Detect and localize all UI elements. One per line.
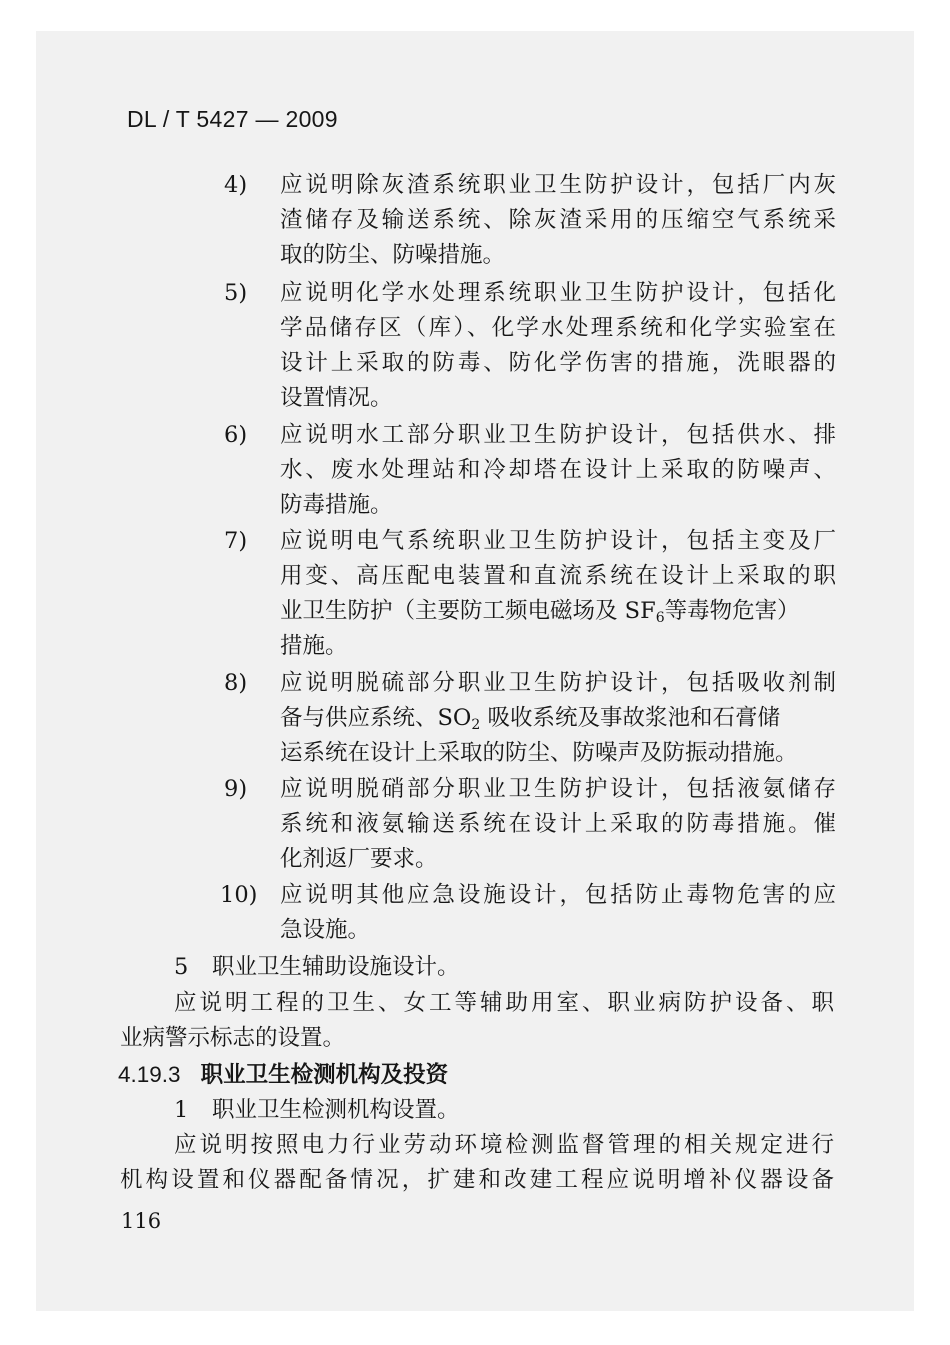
item-line-part: 等毒物危害） bbox=[664, 598, 800, 624]
section-number: 4.19.3 bbox=[118, 1062, 181, 1087]
item-line: 运系统在设计上采取的防尘、防噪声及防振动措施。 bbox=[280, 740, 798, 766]
item-line: 学品储存区（库）、化学水处理系统和化学实验室在 bbox=[280, 315, 836, 341]
section-heading bbox=[118, 1060, 448, 1090]
subscript: 6 bbox=[655, 610, 665, 626]
paragraph-line: 应说明按照电力行业劳动环境检测监督管理的相关规定进行 bbox=[174, 1132, 834, 1158]
item-number: 6) bbox=[224, 422, 248, 448]
item-line: 措施。 bbox=[280, 633, 348, 659]
item-number: 5) bbox=[224, 280, 248, 306]
paragraph-line: 业病警示标志的设置。 bbox=[120, 1025, 346, 1051]
subclause-number: 5 bbox=[174, 954, 189, 980]
item-number: 9) bbox=[224, 776, 248, 802]
item-line-part: 吸收系统及事故浆池和石膏储 bbox=[480, 705, 780, 731]
item-line: 应说明脱硫部分职业卫生防护设计，包括吸收剂制 bbox=[280, 670, 836, 696]
item-line: 应说明化学水处理系统职业卫生防护设计，包括化 bbox=[280, 280, 836, 306]
item-line-part: 备与供应系统、SO bbox=[280, 705, 472, 731]
item-line: 应说明水工部分职业卫生防护设计，包括供水、排 bbox=[280, 422, 836, 448]
subclause-title: 职业卫生检测机构设置。 bbox=[212, 1097, 460, 1123]
item-line: 设置情况。 bbox=[280, 385, 393, 411]
item-line: 应说明电气系统职业卫生防护设计，包括主变及厂 bbox=[280, 528, 836, 554]
paragraph-line: 机构设置和仪器配备情况，扩建和改建工程应说明增补仪器设备 bbox=[120, 1167, 834, 1193]
page-number: 116 bbox=[121, 1209, 162, 1233]
subscript: 2 bbox=[471, 717, 481, 733]
item-line: 设计上采取的防毒、防化学伤害的措施，洗眼器的 bbox=[280, 350, 836, 376]
subclause-number: 1 bbox=[174, 1097, 189, 1123]
item-line: 急设施。 bbox=[280, 917, 371, 943]
item-line-with-subscript bbox=[280, 703, 836, 733]
item-line: 取的防尘、防噪措施。 bbox=[280, 242, 506, 268]
item-line: 防毒措施。 bbox=[280, 492, 393, 518]
item-line-part: 业卫生防护（主要防工频电磁场及 SF bbox=[280, 598, 656, 624]
section-title: 职业卫生检测机构及投资 bbox=[200, 1062, 449, 1087]
item-number: 4) bbox=[224, 172, 248, 198]
item-line-with-subscript bbox=[280, 596, 836, 626]
item-line: 用变、高压配电装置和直流系统在设计上采取的职 bbox=[280, 563, 836, 589]
item-line: 应说明其他应急设施设计，包括防止毒物危害的应 bbox=[280, 882, 836, 908]
item-line: 化剂返厂要求。 bbox=[280, 846, 438, 872]
item-line: 系统和液氨输送系统在设计上采取的防毒措施。催 bbox=[280, 811, 836, 837]
item-line: 水、废水处理站和冷却塔在设计上采取的防噪声、 bbox=[280, 457, 836, 483]
item-number: 8) bbox=[224, 670, 248, 696]
paragraph-line: 应说明工程的卫生、女工等辅助用室、职业病防护设备、职 bbox=[174, 990, 834, 1016]
item-number: 10) bbox=[220, 882, 258, 908]
item-number: 7) bbox=[224, 528, 248, 554]
item-line: 应说明脱硝部分职业卫生防护设计，包括液氨储存 bbox=[280, 776, 836, 802]
item-line: 应说明除灰渣系统职业卫生防护设计，包括厂内灰 bbox=[280, 172, 836, 198]
subclause-title: 职业卫生辅助设施设计。 bbox=[212, 954, 460, 980]
item-line: 渣储存及输送系统、除灰渣采用的压缩空气系统采 bbox=[280, 207, 836, 233]
standard-code-header: DL / T 5427 — 2009 bbox=[127, 106, 338, 132]
